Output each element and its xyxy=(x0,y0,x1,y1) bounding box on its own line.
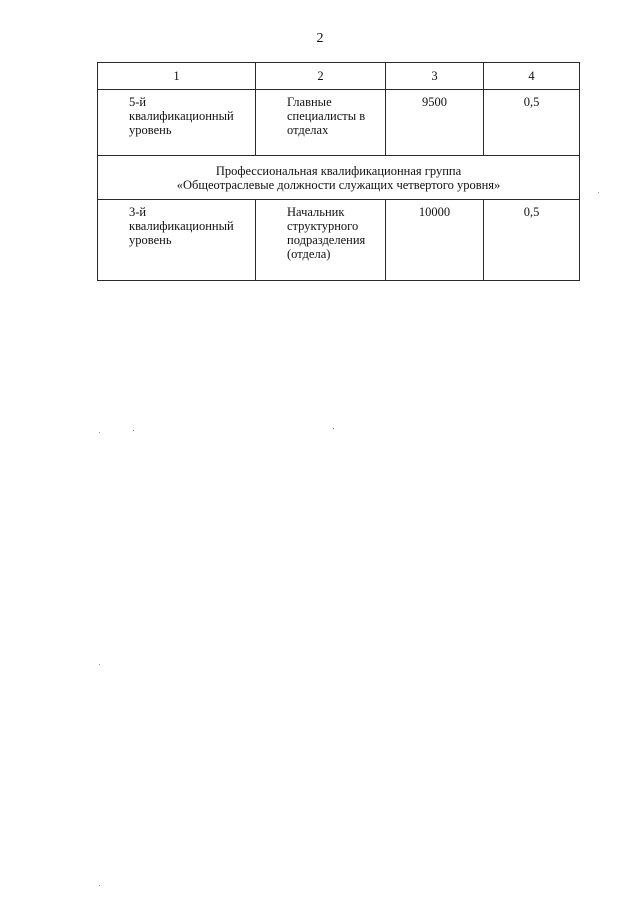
scan-speck xyxy=(598,192,599,193)
qualification-level-line: 3-й xyxy=(129,205,147,219)
salary-table xyxy=(97,62,580,281)
table-header-row xyxy=(98,63,580,90)
group-heading-line-2: «Общеотраслевые должности служащих четвертого уровня» xyxy=(176,177,501,192)
position-line: отделах xyxy=(287,123,329,137)
position-cell xyxy=(256,200,386,281)
scan-speck xyxy=(333,428,334,429)
position-line: подразделения xyxy=(287,233,366,247)
coefficient-cell: 0,5 xyxy=(484,90,580,156)
qualification-level-line: квалификационный xyxy=(129,109,234,123)
scan-speck xyxy=(99,885,100,886)
page-number: 2 xyxy=(316,31,324,46)
table-row xyxy=(98,200,580,281)
table-row xyxy=(98,90,580,156)
salary-cell: 9500 xyxy=(386,90,484,156)
qualification-level-cell xyxy=(98,90,256,156)
scan-speck xyxy=(99,432,100,433)
position-cell xyxy=(256,90,386,156)
scan-speck xyxy=(99,664,100,665)
position-line: Главные xyxy=(287,95,332,109)
column-header-4: 4 xyxy=(484,63,580,90)
column-header-1: 1 xyxy=(98,63,256,90)
position-line: (отдела) xyxy=(287,247,331,261)
qualification-level-line: уровень xyxy=(129,233,172,247)
coefficient-cell: 0,5 xyxy=(484,200,580,281)
position-line: структурного xyxy=(287,219,359,233)
group-heading-row xyxy=(98,156,580,200)
position-line: специалисты в xyxy=(287,109,366,123)
qualification-level-line: 5-й xyxy=(129,95,147,109)
qualification-level-line: уровень xyxy=(129,123,172,137)
qualification-level-line: квалификационный xyxy=(129,219,234,233)
salary-cell: 10000 xyxy=(386,200,484,281)
column-header-3: 3 xyxy=(386,63,484,90)
scan-speck xyxy=(133,430,134,431)
professional-group-heading xyxy=(98,156,580,200)
qualification-level-cell xyxy=(98,200,256,281)
group-heading-line-1: Профессиональная квалификационная группа xyxy=(215,163,462,178)
column-header-2: 2 xyxy=(256,63,386,90)
position-line: Начальник xyxy=(287,205,345,219)
